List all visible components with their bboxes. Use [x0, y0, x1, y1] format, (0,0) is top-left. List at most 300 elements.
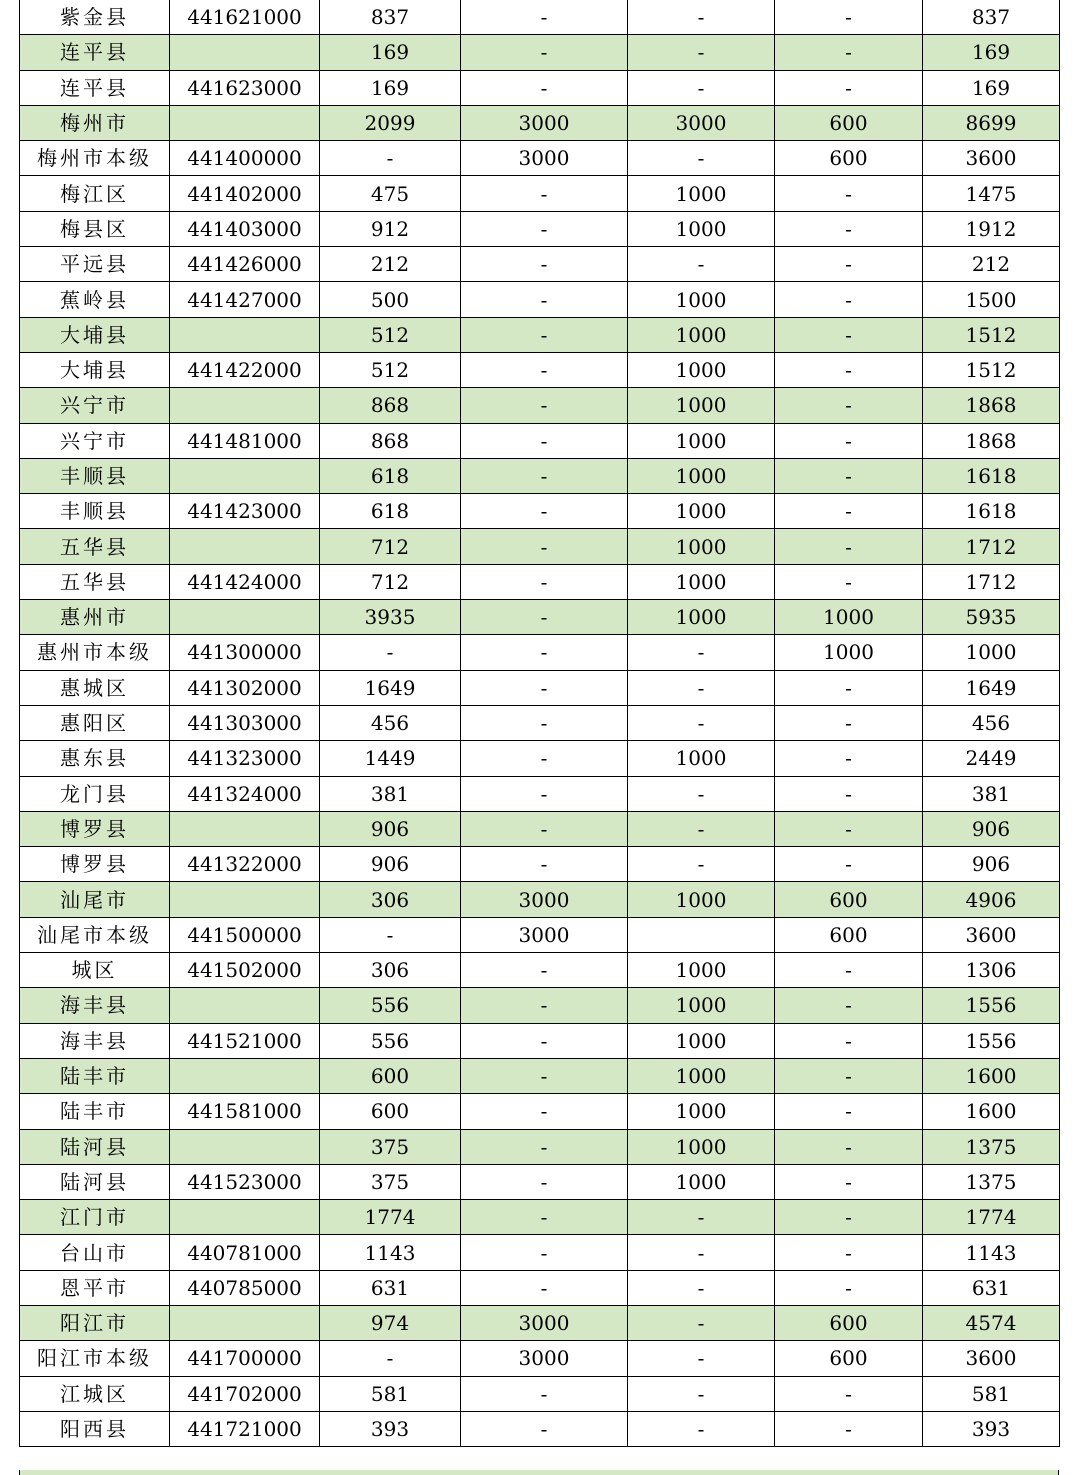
total-cell: 8699 — [923, 105, 1060, 140]
table-row-subtotal — [20, 458, 1060, 493]
value-col-1-cell: - — [320, 141, 461, 176]
value-col-1-cell: 512 — [320, 317, 461, 352]
value-col-2-cell: - — [461, 282, 628, 317]
value-col-1-cell: 2099 — [320, 105, 461, 140]
region-code-cell: 441300000 — [170, 635, 320, 670]
total-cell: 1556 — [923, 1023, 1060, 1058]
region-name-cell: 五华县 — [20, 529, 170, 564]
total-cell: 1500 — [923, 282, 1060, 317]
value-col-1-cell: 212 — [320, 247, 461, 282]
table-row — [20, 776, 1060, 811]
region-name-cell: 江门市 — [20, 1200, 170, 1235]
value-col-3-cell: - — [628, 811, 775, 846]
region-code-cell: 441521000 — [170, 1023, 320, 1058]
value-col-1-cell: 868 — [320, 388, 461, 423]
region-name-cell: 博罗县 — [20, 847, 170, 882]
table-row — [20, 1411, 1060, 1446]
value-col-4-cell: - — [775, 247, 923, 282]
value-col-1-cell: 169 — [320, 70, 461, 105]
value-col-1-cell: 618 — [320, 458, 461, 493]
allocation-table-container — [19, 0, 1059, 1447]
value-col-2-cell: - — [461, 988, 628, 1023]
value-col-2-cell: 3000 — [461, 141, 628, 176]
region-name-cell: 紫金县 — [20, 0, 170, 35]
value-col-2-cell: - — [461, 423, 628, 458]
region-code-cell: 441323000 — [170, 741, 320, 776]
region-code-cell — [170, 1305, 320, 1340]
value-col-3-cell: 1000 — [628, 317, 775, 352]
table-row-subtotal — [20, 317, 1060, 352]
table-row — [20, 847, 1060, 882]
total-cell: 1600 — [923, 1058, 1060, 1093]
total-cell: 1712 — [923, 529, 1060, 564]
region-name-cell: 惠阳区 — [20, 705, 170, 740]
value-col-4-cell: - — [775, 35, 923, 70]
region-name-cell: 连平县 — [20, 70, 170, 105]
table-row-subtotal — [20, 388, 1060, 423]
value-col-3-cell — [628, 917, 775, 952]
value-col-2-cell: - — [461, 1411, 628, 1446]
total-cell: 1475 — [923, 176, 1060, 211]
value-col-1-cell: 912 — [320, 211, 461, 246]
region-name-cell: 博罗县 — [20, 811, 170, 846]
total-cell: 3600 — [923, 917, 1060, 952]
total-cell: 1868 — [923, 388, 1060, 423]
table-row — [20, 211, 1060, 246]
region-name-cell: 汕尾市 — [20, 882, 170, 917]
value-col-3-cell: - — [628, 776, 775, 811]
total-cell: 456 — [923, 705, 1060, 740]
region-name-cell: 惠州市 — [20, 600, 170, 635]
total-cell: 631 — [923, 1270, 1060, 1305]
value-col-4-cell: - — [775, 458, 923, 493]
region-code-cell — [170, 988, 320, 1023]
value-col-2-cell: - — [461, 0, 628, 35]
region-code-cell: 441426000 — [170, 247, 320, 282]
value-col-2-cell: - — [461, 953, 628, 988]
region-code-cell — [170, 529, 320, 564]
region-code-cell: 441424000 — [170, 564, 320, 599]
region-code-cell: 440785000 — [170, 1270, 320, 1305]
region-name-cell: 陆河县 — [20, 1129, 170, 1164]
table-row — [20, 494, 1060, 529]
value-col-1-cell: 712 — [320, 564, 461, 599]
value-col-2-cell: - — [461, 635, 628, 670]
value-col-3-cell: 1000 — [628, 953, 775, 988]
total-cell: 581 — [923, 1376, 1060, 1411]
value-col-1-cell: 556 — [320, 1023, 461, 1058]
region-name-cell: 梅州市 — [20, 105, 170, 140]
value-col-3-cell: 1000 — [628, 282, 775, 317]
value-col-1-cell: 456 — [320, 705, 461, 740]
region-code-cell — [170, 1200, 320, 1235]
value-col-3-cell: - — [628, 1235, 775, 1270]
region-code-cell: 440781000 — [170, 1235, 320, 1270]
value-col-4-cell: - — [775, 529, 923, 564]
value-col-4-cell: - — [775, 670, 923, 705]
region-name-cell: 大埔县 — [20, 317, 170, 352]
value-col-3-cell: - — [628, 705, 775, 740]
value-col-3-cell: 1000 — [628, 176, 775, 211]
region-name-cell: 惠城区 — [20, 670, 170, 705]
value-col-3-cell: - — [628, 247, 775, 282]
value-col-1-cell: 712 — [320, 529, 461, 564]
table-row — [20, 247, 1060, 282]
value-col-3-cell: - — [628, 70, 775, 105]
value-col-1-cell: 618 — [320, 494, 461, 529]
region-code-cell — [170, 811, 320, 846]
value-col-2-cell: - — [461, 529, 628, 564]
region-code-cell: 441427000 — [170, 282, 320, 317]
total-cell: 393 — [923, 1411, 1060, 1446]
value-col-4-cell: - — [775, 564, 923, 599]
region-name-cell: 大埔县 — [20, 352, 170, 387]
region-name-cell: 连平县 — [20, 35, 170, 70]
region-code-cell: 441402000 — [170, 176, 320, 211]
value-col-2-cell: - — [461, 600, 628, 635]
region-name-cell: 陆河县 — [20, 1164, 170, 1199]
value-col-2-cell: 3000 — [461, 1341, 628, 1376]
value-col-1-cell: 600 — [320, 1058, 461, 1093]
table-row-subtotal — [20, 1058, 1060, 1093]
region-code-cell — [170, 1058, 320, 1093]
table-row-subtotal — [20, 35, 1060, 70]
value-col-2-cell: 3000 — [461, 105, 628, 140]
region-code-cell: 441621000 — [170, 0, 320, 35]
region-name-cell: 惠东县 — [20, 741, 170, 776]
region-name-cell: 丰顺县 — [20, 458, 170, 493]
region-code-cell: 441422000 — [170, 352, 320, 387]
value-col-3-cell: 1000 — [628, 988, 775, 1023]
value-col-4-cell: - — [775, 352, 923, 387]
region-name-cell: 蕉岭县 — [20, 282, 170, 317]
region-code-cell — [170, 458, 320, 493]
value-col-4-cell: - — [775, 388, 923, 423]
value-col-3-cell: - — [628, 35, 775, 70]
value-col-3-cell: - — [628, 670, 775, 705]
region-code-cell: 441303000 — [170, 705, 320, 740]
region-name-cell: 阳江市 — [20, 1305, 170, 1340]
value-col-4-cell: - — [775, 176, 923, 211]
value-col-4-cell: - — [775, 811, 923, 846]
total-cell: 906 — [923, 811, 1060, 846]
value-col-1-cell: 906 — [320, 847, 461, 882]
value-col-4-cell: - — [775, 494, 923, 529]
total-cell: 169 — [923, 35, 1060, 70]
region-code-cell: 441302000 — [170, 670, 320, 705]
value-col-2-cell: 3000 — [461, 1305, 628, 1340]
region-name-cell: 梅州市本级 — [20, 141, 170, 176]
value-col-4-cell: 600 — [775, 105, 923, 140]
value-col-2-cell: - — [461, 741, 628, 776]
region-name-cell: 梅江区 — [20, 176, 170, 211]
region-name-cell: 惠州市本级 — [20, 635, 170, 670]
value-col-3-cell: 1000 — [628, 529, 775, 564]
table-row — [20, 282, 1060, 317]
region-name-cell: 丰顺县 — [20, 494, 170, 529]
table-row — [20, 1023, 1060, 1058]
value-col-2-cell: - — [461, 388, 628, 423]
table-row-subtotal — [20, 1200, 1060, 1235]
value-col-2-cell: - — [461, 35, 628, 70]
value-col-4-cell: - — [775, 1411, 923, 1446]
value-col-4-cell: - — [775, 705, 923, 740]
table-row-subtotal — [20, 811, 1060, 846]
value-col-1-cell: 1649 — [320, 670, 461, 705]
total-cell: 1912 — [923, 211, 1060, 246]
region-code-cell: 441481000 — [170, 423, 320, 458]
value-col-2-cell: - — [461, 1058, 628, 1093]
region-name-cell: 汕尾市本级 — [20, 917, 170, 952]
total-cell: 1600 — [923, 1094, 1060, 1129]
region-name-cell: 阳江市本级 — [20, 1341, 170, 1376]
region-code-cell — [170, 882, 320, 917]
value-col-4-cell: 600 — [775, 1341, 923, 1376]
region-code-cell — [170, 35, 320, 70]
region-code-cell: 441322000 — [170, 847, 320, 882]
value-col-1-cell: 512 — [320, 352, 461, 387]
value-col-1-cell: 868 — [320, 423, 461, 458]
value-col-3-cell: 1000 — [628, 494, 775, 529]
value-col-1-cell: 3935 — [320, 600, 461, 635]
total-cell: 1512 — [923, 317, 1060, 352]
value-col-2-cell: - — [461, 1235, 628, 1270]
region-name-cell: 陆丰市 — [20, 1094, 170, 1129]
value-col-2-cell: - — [461, 317, 628, 352]
total-cell: 1868 — [923, 423, 1060, 458]
value-col-2-cell: - — [461, 247, 628, 282]
table-row — [20, 352, 1060, 387]
table-row — [20, 1235, 1060, 1270]
total-cell: 1618 — [923, 458, 1060, 493]
value-col-2-cell: - — [461, 670, 628, 705]
region-name-cell: 五华县 — [20, 564, 170, 599]
value-col-3-cell: 1000 — [628, 1058, 775, 1093]
total-cell: 381 — [923, 776, 1060, 811]
value-col-3-cell: 1000 — [628, 1094, 775, 1129]
table-row — [20, 176, 1060, 211]
value-col-1-cell: 375 — [320, 1164, 461, 1199]
value-col-1-cell: 381 — [320, 776, 461, 811]
region-name-cell: 兴宁市 — [20, 423, 170, 458]
table-body — [20, 0, 1060, 1447]
value-col-2-cell: 3000 — [461, 917, 628, 952]
value-col-4-cell: - — [775, 1376, 923, 1411]
value-col-4-cell: 600 — [775, 141, 923, 176]
table-row — [20, 423, 1060, 458]
region-name-cell: 江城区 — [20, 1376, 170, 1411]
allocation-table — [19, 0, 1060, 1447]
value-col-2-cell: - — [461, 1376, 628, 1411]
value-col-4-cell: - — [775, 953, 923, 988]
value-col-1-cell: 1143 — [320, 1235, 461, 1270]
region-name-cell: 海丰县 — [20, 988, 170, 1023]
value-col-1-cell: 837 — [320, 0, 461, 35]
value-col-1-cell: - — [320, 1341, 461, 1376]
value-col-2-cell: - — [461, 458, 628, 493]
value-col-3-cell: - — [628, 1411, 775, 1446]
region-code-cell — [170, 600, 320, 635]
total-cell: 169 — [923, 70, 1060, 105]
value-col-2-cell: - — [461, 352, 628, 387]
value-col-3-cell: 1000 — [628, 1023, 775, 1058]
total-cell: 906 — [923, 847, 1060, 882]
region-code-cell: 441403000 — [170, 211, 320, 246]
value-col-3-cell: - — [628, 1305, 775, 1340]
value-col-3-cell: 1000 — [628, 882, 775, 917]
value-col-1-cell: 631 — [320, 1270, 461, 1305]
value-col-4-cell: - — [775, 423, 923, 458]
value-col-1-cell: 906 — [320, 811, 461, 846]
region-name-cell: 兴宁市 — [20, 388, 170, 423]
table-row-subtotal — [20, 1129, 1060, 1164]
value-col-4-cell: - — [775, 1129, 923, 1164]
value-col-1-cell: 1774 — [320, 1200, 461, 1235]
value-col-3-cell: 1000 — [628, 211, 775, 246]
value-col-4-cell: - — [775, 776, 923, 811]
value-col-1-cell: 600 — [320, 1094, 461, 1129]
value-col-4-cell: - — [775, 847, 923, 882]
total-cell: 1774 — [923, 1200, 1060, 1235]
table-row-subtotal — [20, 105, 1060, 140]
total-cell: 3600 — [923, 141, 1060, 176]
total-cell: 1649 — [923, 670, 1060, 705]
total-cell: 5935 — [923, 600, 1060, 635]
value-col-3-cell: - — [628, 1200, 775, 1235]
value-col-4-cell: 1000 — [775, 635, 923, 670]
total-cell: 837 — [923, 0, 1060, 35]
value-col-4-cell: - — [775, 282, 923, 317]
table-row — [20, 1094, 1060, 1129]
value-col-4-cell: - — [775, 1094, 923, 1129]
total-cell: 1375 — [923, 1129, 1060, 1164]
value-col-3-cell: - — [628, 1341, 775, 1376]
region-name-cell: 梅县区 — [20, 211, 170, 246]
table-row — [20, 70, 1060, 105]
value-col-2-cell: - — [461, 1023, 628, 1058]
value-col-4-cell: - — [775, 988, 923, 1023]
region-code-cell: 441700000 — [170, 1341, 320, 1376]
value-col-4-cell: 600 — [775, 1305, 923, 1340]
value-col-3-cell: 1000 — [628, 1164, 775, 1199]
value-col-1-cell: 556 — [320, 988, 461, 1023]
table-row — [20, 1270, 1060, 1305]
value-col-4-cell: - — [775, 1164, 923, 1199]
value-col-4-cell: - — [775, 70, 923, 105]
table-row — [20, 141, 1060, 176]
region-name-cell: 城区 — [20, 953, 170, 988]
value-col-4-cell: - — [775, 317, 923, 352]
value-col-3-cell: - — [628, 635, 775, 670]
table-row — [20, 953, 1060, 988]
total-cell: 1512 — [923, 352, 1060, 387]
value-col-3-cell: - — [628, 1376, 775, 1411]
total-cell: 1556 — [923, 988, 1060, 1023]
value-col-1-cell: 393 — [320, 1411, 461, 1446]
value-col-4-cell: - — [775, 1270, 923, 1305]
value-col-1-cell: 1449 — [320, 741, 461, 776]
table-row — [20, 0, 1060, 35]
total-cell: 1306 — [923, 953, 1060, 988]
region-name-cell: 海丰县 — [20, 1023, 170, 1058]
region-code-cell: 441324000 — [170, 776, 320, 811]
value-col-3-cell: - — [628, 1270, 775, 1305]
table-row-subtotal — [20, 600, 1060, 635]
table-row — [20, 1376, 1060, 1411]
value-col-1-cell: 375 — [320, 1129, 461, 1164]
value-col-4-cell: - — [775, 1023, 923, 1058]
value-col-3-cell: 1000 — [628, 423, 775, 458]
value-col-3-cell: 1000 — [628, 458, 775, 493]
table-row — [20, 741, 1060, 776]
value-col-2-cell: - — [461, 1164, 628, 1199]
total-cell: 1143 — [923, 1235, 1060, 1270]
value-col-2-cell: - — [461, 70, 628, 105]
region-code-cell — [170, 388, 320, 423]
value-col-2-cell: - — [461, 1129, 628, 1164]
value-col-3-cell: 1000 — [628, 564, 775, 599]
region-code-cell: 441581000 — [170, 1094, 320, 1129]
value-col-2-cell: - — [461, 176, 628, 211]
region-code-cell — [170, 105, 320, 140]
value-col-1-cell: 306 — [320, 882, 461, 917]
value-col-1-cell: - — [320, 635, 461, 670]
region-name-cell: 陆丰市 — [20, 1058, 170, 1093]
value-col-4-cell: - — [775, 211, 923, 246]
value-col-4-cell: - — [775, 0, 923, 35]
value-col-4-cell: - — [775, 1058, 923, 1093]
value-col-2-cell: 3000 — [461, 882, 628, 917]
value-col-2-cell: - — [461, 1270, 628, 1305]
value-col-2-cell: - — [461, 776, 628, 811]
region-code-cell: 441500000 — [170, 917, 320, 952]
value-col-4-cell: 1000 — [775, 600, 923, 635]
value-col-2-cell: - — [461, 1094, 628, 1129]
total-cell: 4906 — [923, 882, 1060, 917]
region-name-cell: 龙门县 — [20, 776, 170, 811]
table-row — [20, 1164, 1060, 1199]
total-cell: 1000 — [923, 635, 1060, 670]
value-col-2-cell: - — [461, 211, 628, 246]
region-name-cell: 阳西县 — [20, 1411, 170, 1446]
value-col-1-cell: 581 — [320, 1376, 461, 1411]
value-col-2-cell: - — [461, 494, 628, 529]
value-col-4-cell: 600 — [775, 882, 923, 917]
value-col-3-cell: 3000 — [628, 105, 775, 140]
table-row-subtotal — [20, 529, 1060, 564]
region-name-cell: 台山市 — [20, 1235, 170, 1270]
region-code-cell: 441623000 — [170, 70, 320, 105]
total-cell: 1375 — [923, 1164, 1060, 1199]
region-code-cell — [170, 1129, 320, 1164]
value-col-3-cell: - — [628, 847, 775, 882]
total-cell: 3600 — [923, 1341, 1060, 1376]
region-code-cell: 441702000 — [170, 1376, 320, 1411]
table-row-subtotal — [20, 882, 1060, 917]
table-row-partial — [19, 1470, 1059, 1475]
table-row — [20, 670, 1060, 705]
value-col-4-cell: - — [775, 741, 923, 776]
table-row — [20, 1341, 1060, 1376]
value-col-3-cell: 1000 — [628, 741, 775, 776]
table-row-subtotal — [20, 988, 1060, 1023]
value-col-1-cell: - — [320, 917, 461, 952]
region-code-cell: 441523000 — [170, 1164, 320, 1199]
table-row — [20, 564, 1060, 599]
value-col-2-cell: - — [461, 705, 628, 740]
value-col-1-cell: 306 — [320, 953, 461, 988]
region-code-cell: 441423000 — [170, 494, 320, 529]
